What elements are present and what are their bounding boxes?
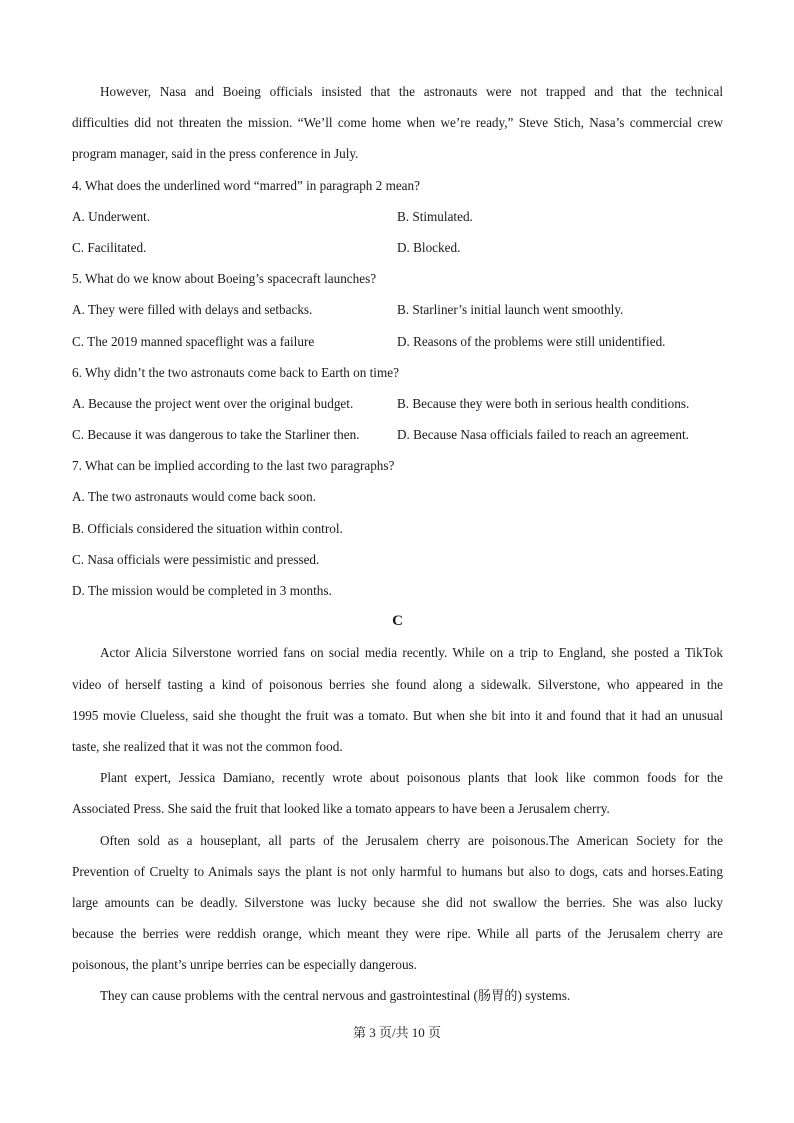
option-b: B. Stimulated.: [397, 208, 473, 224]
option-a: A. The two astronauts would come back soon.: [72, 489, 317, 505]
option-c: C. Facilitated.: [72, 239, 147, 255]
paragraph-line: poisonous, the plant’s unripe berries can be especially dangerous.: [72, 957, 417, 973]
exam-page: [72, 76, 723, 1012]
paragraph-line: large amounts can be deadly. Silverstone was lucky because she did not swallow the berries. She was also lucky: [72, 894, 723, 910]
option-c: C. Nasa officials were pessimistic and pressed.: [72, 551, 320, 567]
option-row: [72, 388, 723, 419]
option-d: D. Because Nasa officials failed to reach an agreement.: [397, 427, 689, 443]
paragraph-line: because the berries were reddish orange, which meant they were ripe. While all parts of the Jerusalem cherry are: [72, 926, 723, 942]
option-row: [72, 326, 723, 357]
paragraph-line: taste, she realized that it was not the common food.: [72, 738, 343, 754]
section-heading: C: [392, 613, 403, 630]
paragraph-line: Prevention of Cruelty to Animals says the plant is not only harmful to humans but also to dogs, cats and horses.Eating: [72, 863, 723, 879]
option-a: A. Underwent.: [72, 208, 151, 224]
question-stem: 4. What does the underlined word “marred” in paragraph 2 mean?: [72, 177, 420, 193]
option-c: C. Because it was dangerous to take the Starliner then.: [72, 427, 360, 443]
question-stem: 6. Why didn’t the two astronauts come back to Earth on time?: [72, 364, 399, 380]
paragraph-line: difficulties did not threaten the mission. “We’ll come home when we’re ready,” Steve Stich, Nasa’s commercial crew: [72, 115, 723, 131]
question-stem: 5. What do we know about Boeing’s spacecraft launches?: [72, 271, 377, 287]
paragraph-line: Associated Press. She said the fruit that looked like a tomato appears to have been a Jerusalem cherry.: [72, 801, 610, 817]
option-a: A. They were filled with delays and setbacks.: [72, 302, 313, 318]
paragraph-line: Actor Alicia Silverstone worried fans on social media recently. While on a trip to England, she posted a TikTok: [100, 645, 723, 661]
option-d: D. The mission would be completed in 3 months.: [72, 583, 332, 598]
option-row: [72, 201, 723, 232]
paragraph-line: program manager, said in the press conference in July.: [72, 146, 359, 162]
option-b: B. Officials considered the situation within control.: [72, 520, 343, 536]
paragraph-line: However, Nasa and Boeing officials insisted that the astronauts were not trapped and that the technical: [100, 84, 723, 99]
question-stem: 7. What can be implied according to the last two paragraphs?: [72, 458, 395, 474]
paragraph-line: They can cause problems with the central nervous and gastrointestinal (肠胃的) systems.: [100, 988, 571, 1004]
paragraph-line: Often sold as a houseplant, all parts of the Jerusalem cherry are poisonous.The American Society for the: [100, 832, 723, 848]
option-b: B. Because they were both in serious health conditions.: [397, 395, 690, 411]
option-row: [72, 232, 723, 263]
option-row: [72, 294, 723, 325]
option-c: C. The 2019 manned spaceflight was a failure: [72, 333, 315, 349]
option-a: A. Because the project went over the original budget.: [72, 395, 354, 411]
paragraph-line: Plant expert, Jessica Damiano, recently wrote about poisonous plants that look like common foods for the: [100, 770, 723, 786]
option-d: D. Blocked.: [397, 239, 461, 255]
option-b: B. Starliner’s initial launch went smoothly.: [397, 302, 624, 318]
option-d: D. Reasons of the problems were still unidentified.: [397, 333, 666, 349]
paragraph-line: 1995 movie Clueless, said she thought the fruit was a tomato. But when she bit into it and found that it had an unusual: [72, 707, 723, 723]
option-row: [72, 419, 723, 450]
paragraph-line: video of herself tasting a kind of poisonous berries she found along a sidewalk. Silverstone, who appeared in the: [72, 676, 723, 692]
page-number: 第 3 页/共 10 页: [352, 1025, 442, 1040]
